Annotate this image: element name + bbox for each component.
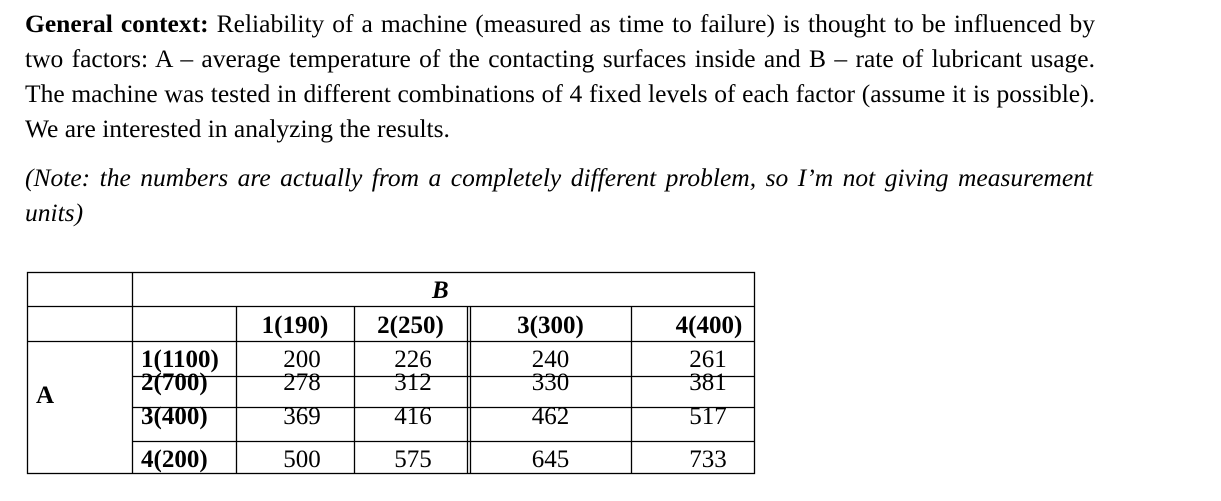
table-cell: 278 xyxy=(283,369,321,396)
table-cell: 500 xyxy=(283,446,321,473)
b-level-2: 2(250) xyxy=(377,312,444,339)
table-cell: 462 xyxy=(531,403,570,430)
b-level-3: 3(300) xyxy=(517,312,584,339)
b-level-4: 4(400) xyxy=(675,312,743,339)
table-cell: 261 xyxy=(689,346,727,373)
b-level-1: 1(190) xyxy=(261,312,329,339)
a-level-4: 4(200) xyxy=(141,446,208,473)
a-level-1: 1(1100) xyxy=(141,346,219,373)
table-cell: 416 xyxy=(394,403,432,430)
a-level-2: 2(700) xyxy=(141,369,208,396)
factor-a-label: A xyxy=(36,382,55,409)
factor-b-label: B xyxy=(432,277,449,304)
context-label: General context: xyxy=(25,9,209,38)
table-cell: 226 xyxy=(394,346,432,373)
context-text: Reliability of a machine (measured as time to failure) is thought to be influenced by two factors: A – average temperature of the contacting surfaces inside and B – rate of lubricant usage. The machine was tested in different combinations of 4 fixed levels of each factor (assume it is possible). We are interested in analyzing the results. xyxy=(25,9,1095,143)
table-cell: 312 xyxy=(394,369,432,396)
a-level-3: 3(400) xyxy=(141,403,208,430)
table-cell: 517 xyxy=(689,403,727,430)
table-cell: 733 xyxy=(689,446,727,473)
table-cell: 200 xyxy=(283,346,321,373)
table-cell: 645 xyxy=(531,446,570,473)
note-paragraph: (Note: the numbers are actually from a completely different problem, so I’m not giving measurement units) xyxy=(25,163,1093,227)
table-cell: 575 xyxy=(394,446,432,473)
table-cell: 330 xyxy=(531,369,570,396)
table-cell: 381 xyxy=(689,369,727,396)
table-cell: 240 xyxy=(531,346,570,373)
table-cell: 369 xyxy=(283,403,321,430)
